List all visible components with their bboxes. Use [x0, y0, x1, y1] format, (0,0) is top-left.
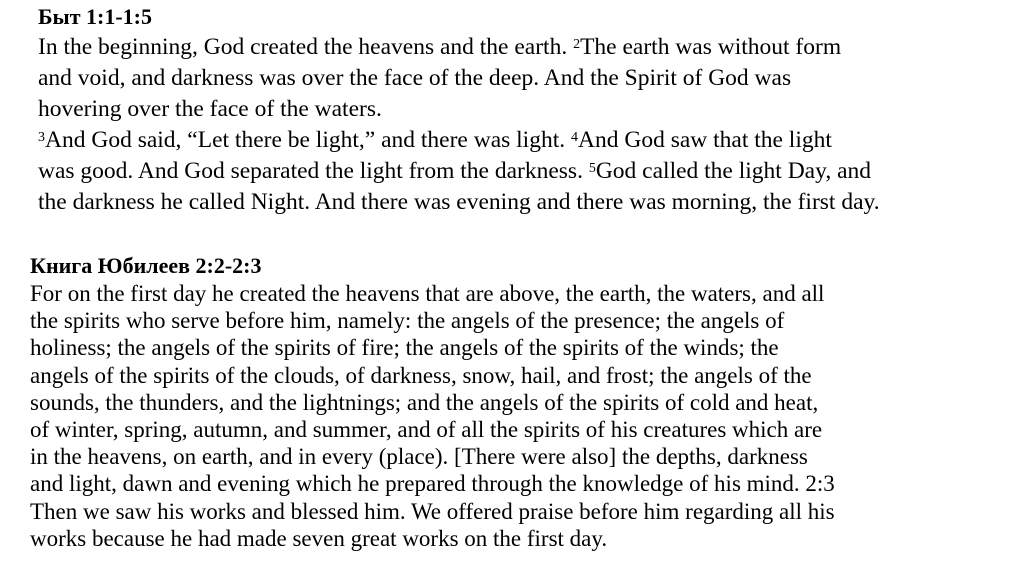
passage-line: the darkness he called Night. And there was evening and there was morning, the first day. — [38, 189, 880, 215]
passage-line: in the heavens, on earth, and in every (place). [There were also] the depths, darkness — [30, 444, 808, 470]
passage-line: and light, dawn and evening which he prepared through the knowledge of his mind. 2:3 — [30, 471, 835, 497]
verse-text: was good. And God separated the light from the darkness. — [38, 158, 589, 184]
passage-line — [38, 125, 880, 156]
passage-line: of winter, spring, autumn, and summer, and of all the spirits of his creatures which are — [30, 417, 823, 443]
verse-text: And God said, “Let there be light,” and there was light. — [45, 127, 571, 153]
passage-line: and void, and darkness was over the face of the deep. And the Spirit of God was — [38, 65, 792, 91]
verse-number: 5 — [588, 161, 596, 176]
passage-line: hovering over the face of the waters. — [38, 96, 382, 122]
passage-heading: Книга Юбилеев 2:2-2:3 — [30, 253, 262, 278]
genesis-passage — [38, 2, 880, 218]
verse-number: 3 — [38, 130, 45, 145]
verse-text: In the beginning, God created the heavens and the earth. — [38, 34, 574, 60]
verse-text: And God saw that the light — [578, 127, 832, 153]
jubilees-passage — [30, 252, 835, 552]
verse-text: God called the light Day, and — [595, 158, 872, 184]
passage-line: For on the first day he created the heavens that are above, the earth, the waters, and all — [30, 281, 825, 306]
passage-line: holiness; the angels of the spirits of fire; the angels of the spirits of the winds; the — [30, 335, 779, 361]
passage-line: sounds, the thunders, and the lightnings; and the angels of the spirits of cold and heat, — [30, 389, 819, 415]
verse-number: 4 — [571, 130, 578, 145]
passage-line: angels of the spirits of the clouds, of darkness, snow, hail, and frost; the angels of the — [30, 362, 812, 388]
passage-line — [38, 32, 880, 63]
verse-text: The earth was without form — [580, 34, 842, 60]
passage-line — [38, 156, 880, 187]
passage-line: Then we saw his works and blessed him. We offered praise before him regarding all his — [30, 498, 835, 524]
verse-number: 2 — [573, 37, 581, 52]
passage-line: the spirits who serve before him, namely: the angels of the presence; the angels of — [30, 308, 785, 334]
passage-line: works because he had made seven great works on the first day. — [30, 525, 608, 551]
passage-heading: Быт 1:1-1:5 — [38, 4, 153, 29]
